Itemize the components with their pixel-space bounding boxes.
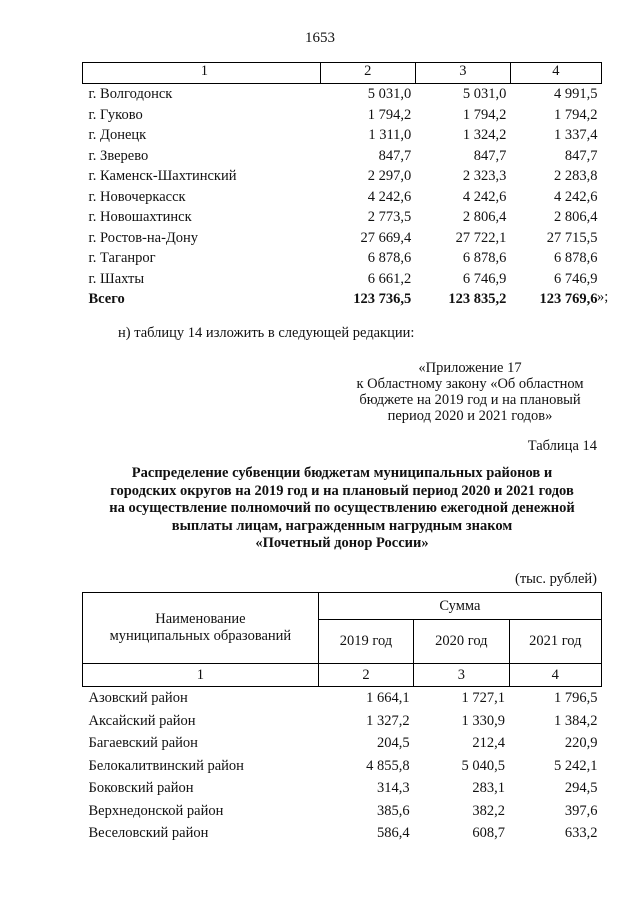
amount-cell: 4 242,6 xyxy=(367,188,412,205)
amount-cell: 6 878,6 xyxy=(462,250,507,266)
year-header: 2020 год xyxy=(414,620,509,664)
municipality-name: г. Зверево xyxy=(88,147,149,164)
table-row xyxy=(83,105,602,126)
total-value: 123 835,2 xyxy=(448,291,507,307)
amount-cell: 385,6 xyxy=(377,802,410,819)
numbering-cell: 4 xyxy=(509,664,601,687)
municipality-name: Боковский район xyxy=(88,780,194,796)
table-row xyxy=(83,777,602,800)
amount-cell: 586,4 xyxy=(377,825,410,841)
table-row xyxy=(83,822,602,845)
amount-cell: 4 855,8 xyxy=(366,757,410,774)
subvention-table xyxy=(82,592,602,845)
amount-cell: 2 297,0 xyxy=(367,168,412,184)
header-text: Наименование xyxy=(155,611,246,627)
amount-cell: 5 031,0 xyxy=(367,86,412,102)
amount-cell: 382,2 xyxy=(472,802,506,819)
table-row xyxy=(83,146,602,167)
amount-cell: 847,7 xyxy=(378,147,412,164)
title-line: выплаты лицам, награжденным нагрудным знаком xyxy=(171,517,513,534)
amount-cell: 212,4 xyxy=(472,735,506,751)
total-value: 123 769,6 xyxy=(539,291,598,307)
total-row xyxy=(83,289,602,310)
amount-cell: 6 746,9 xyxy=(462,270,507,287)
municipality-name: Багаевский район xyxy=(88,735,198,751)
municipality-name: г. Ростов-на-Дону xyxy=(88,229,199,246)
amount-cell: 1 384,2 xyxy=(554,712,598,729)
table-row xyxy=(83,269,602,290)
amount-cell: 4 242,6 xyxy=(462,188,507,205)
numbering-row xyxy=(83,664,602,687)
amount-cell: 6 878,6 xyxy=(367,250,412,266)
amount-cell: 847,7 xyxy=(473,147,507,164)
municipality-name: г. Волгодонск xyxy=(88,86,173,102)
instruction-text: н) таблицу 14 изложить в следующей редакции: xyxy=(118,325,415,341)
table-row xyxy=(83,755,602,778)
amount-cell: 4 242,6 xyxy=(554,188,598,205)
header-cell: 2 xyxy=(320,63,415,84)
amount-cell: 1 327,2 xyxy=(366,712,410,729)
amount-cell: 1 794,2 xyxy=(367,106,412,123)
amount-cell: 204,5 xyxy=(377,735,410,751)
amount-cell: 5 242,1 xyxy=(554,757,598,774)
header-cell: 3 xyxy=(415,63,510,84)
year-header: 2021 год xyxy=(509,620,601,664)
appendix-line: бюджете на 2019 год и на плановый xyxy=(359,392,581,408)
units-label: (тыс. рублей) xyxy=(515,571,597,587)
column-name-header xyxy=(83,593,319,664)
continuation-table xyxy=(82,62,602,310)
table-row xyxy=(83,710,602,733)
amount-cell: 2 806,4 xyxy=(462,209,507,225)
title-line: на осуществление полномочий по осуществлению ежегодной денежной xyxy=(109,500,575,516)
amount-cell: 314,3 xyxy=(377,780,410,796)
appendix-reference xyxy=(340,360,600,424)
table-row xyxy=(83,732,602,755)
closing-quote: »; xyxy=(597,289,609,305)
municipality-name: г. Новошахтинск xyxy=(88,209,192,225)
municipality-name: Белокалитвинский район xyxy=(88,757,244,774)
amount-cell: 1 330,9 xyxy=(461,712,506,729)
table-row xyxy=(83,228,602,249)
amount-cell: 1 311,0 xyxy=(368,127,412,143)
appendix-line: период 2020 и 2021 годов» xyxy=(387,408,553,424)
amount-cell: 397,6 xyxy=(564,802,598,819)
amount-cell: 2 806,4 xyxy=(554,209,598,225)
municipality-name: г. Новочеркасск xyxy=(88,188,186,205)
amount-cell: 6 746,9 xyxy=(554,270,598,287)
amount-cell: 4 991,5 xyxy=(554,86,598,102)
table-row xyxy=(83,166,602,187)
municipality-name: Аксайский район xyxy=(88,712,196,729)
table-header-row xyxy=(83,593,602,620)
municipality-name: г. Донецк xyxy=(88,127,147,143)
table-row xyxy=(83,207,602,228)
amount-cell: 6 878,6 xyxy=(554,250,598,266)
amount-cell: 2 283,8 xyxy=(554,168,598,184)
title-line: городских округов на 2019 год и на плановый период 2020 и 2021 годов xyxy=(110,482,574,499)
header-text: муниципальных образований xyxy=(109,628,292,644)
table-row xyxy=(83,800,602,823)
municipality-name: г. Таганрог xyxy=(88,250,156,266)
amount-cell: 1 727,1 xyxy=(461,690,506,706)
appendix-line: к Областному закону «Об областном xyxy=(356,376,584,392)
municipality-name: г. Каменск-Шахтинский xyxy=(88,168,237,184)
municipality-name: Веселовский район xyxy=(88,825,209,841)
year-header: 2019 год xyxy=(318,620,413,664)
table-header-row xyxy=(83,63,602,84)
amount-cell: 1 794,2 xyxy=(462,106,507,123)
amount-cell: 1 337,4 xyxy=(554,127,598,143)
column-sum-header: Сумма xyxy=(318,593,601,620)
title-line: «Почетный донор России» xyxy=(255,535,429,551)
numbering-cell: 1 xyxy=(83,664,319,687)
municipality-name: г. Гуково xyxy=(88,106,143,123)
total-label: Всего xyxy=(88,291,125,307)
amount-cell: 27 669,4 xyxy=(360,229,412,246)
amount-cell: 1 664,1 xyxy=(366,690,410,706)
numbering-cell: 2 xyxy=(318,664,413,687)
page-number: 1653 xyxy=(305,30,335,46)
amount-cell: 5 031,0 xyxy=(462,86,507,102)
appendix-line: «Приложение 17 xyxy=(418,360,522,376)
amount-cell: 2 773,5 xyxy=(367,209,412,225)
amount-cell: 633,2 xyxy=(564,825,598,841)
table-row xyxy=(83,248,602,269)
amount-cell: 294,5 xyxy=(564,780,598,796)
table-row xyxy=(83,687,602,710)
amount-cell: 283,1 xyxy=(472,780,506,796)
municipality-name: Верхнедонской район xyxy=(88,802,224,819)
title-line: Распределение субвенции бюджетам муниципальных районов и xyxy=(131,465,553,481)
amount-cell: 220,9 xyxy=(564,735,598,751)
table-row xyxy=(83,84,602,105)
amount-cell: 6 661,2 xyxy=(367,270,412,287)
table-title xyxy=(82,465,602,553)
amount-cell: 1 796,5 xyxy=(554,690,598,706)
amount-cell: 608,7 xyxy=(472,825,506,841)
municipality-name: г. Шахты xyxy=(88,270,145,287)
total-value: 123 736,5 xyxy=(353,291,412,307)
amount-cell: 5 040,5 xyxy=(461,757,506,774)
amount-cell: 27 715,5 xyxy=(546,229,598,246)
amount-cell: 1 324,2 xyxy=(462,127,507,143)
amount-cell: 1 794,2 xyxy=(554,106,598,123)
header-cell: 1 xyxy=(83,63,321,84)
table-label: Таблица 14 xyxy=(527,438,597,454)
table-row xyxy=(83,187,602,208)
municipality-name: Азовский район xyxy=(88,690,188,706)
table-row xyxy=(83,125,602,146)
amount-cell: 27 722,1 xyxy=(455,229,507,246)
header-cell: 4 xyxy=(510,63,601,84)
numbering-cell: 3 xyxy=(414,664,509,687)
amount-cell: 2 323,3 xyxy=(462,168,507,184)
amount-cell: 847,7 xyxy=(564,147,598,164)
